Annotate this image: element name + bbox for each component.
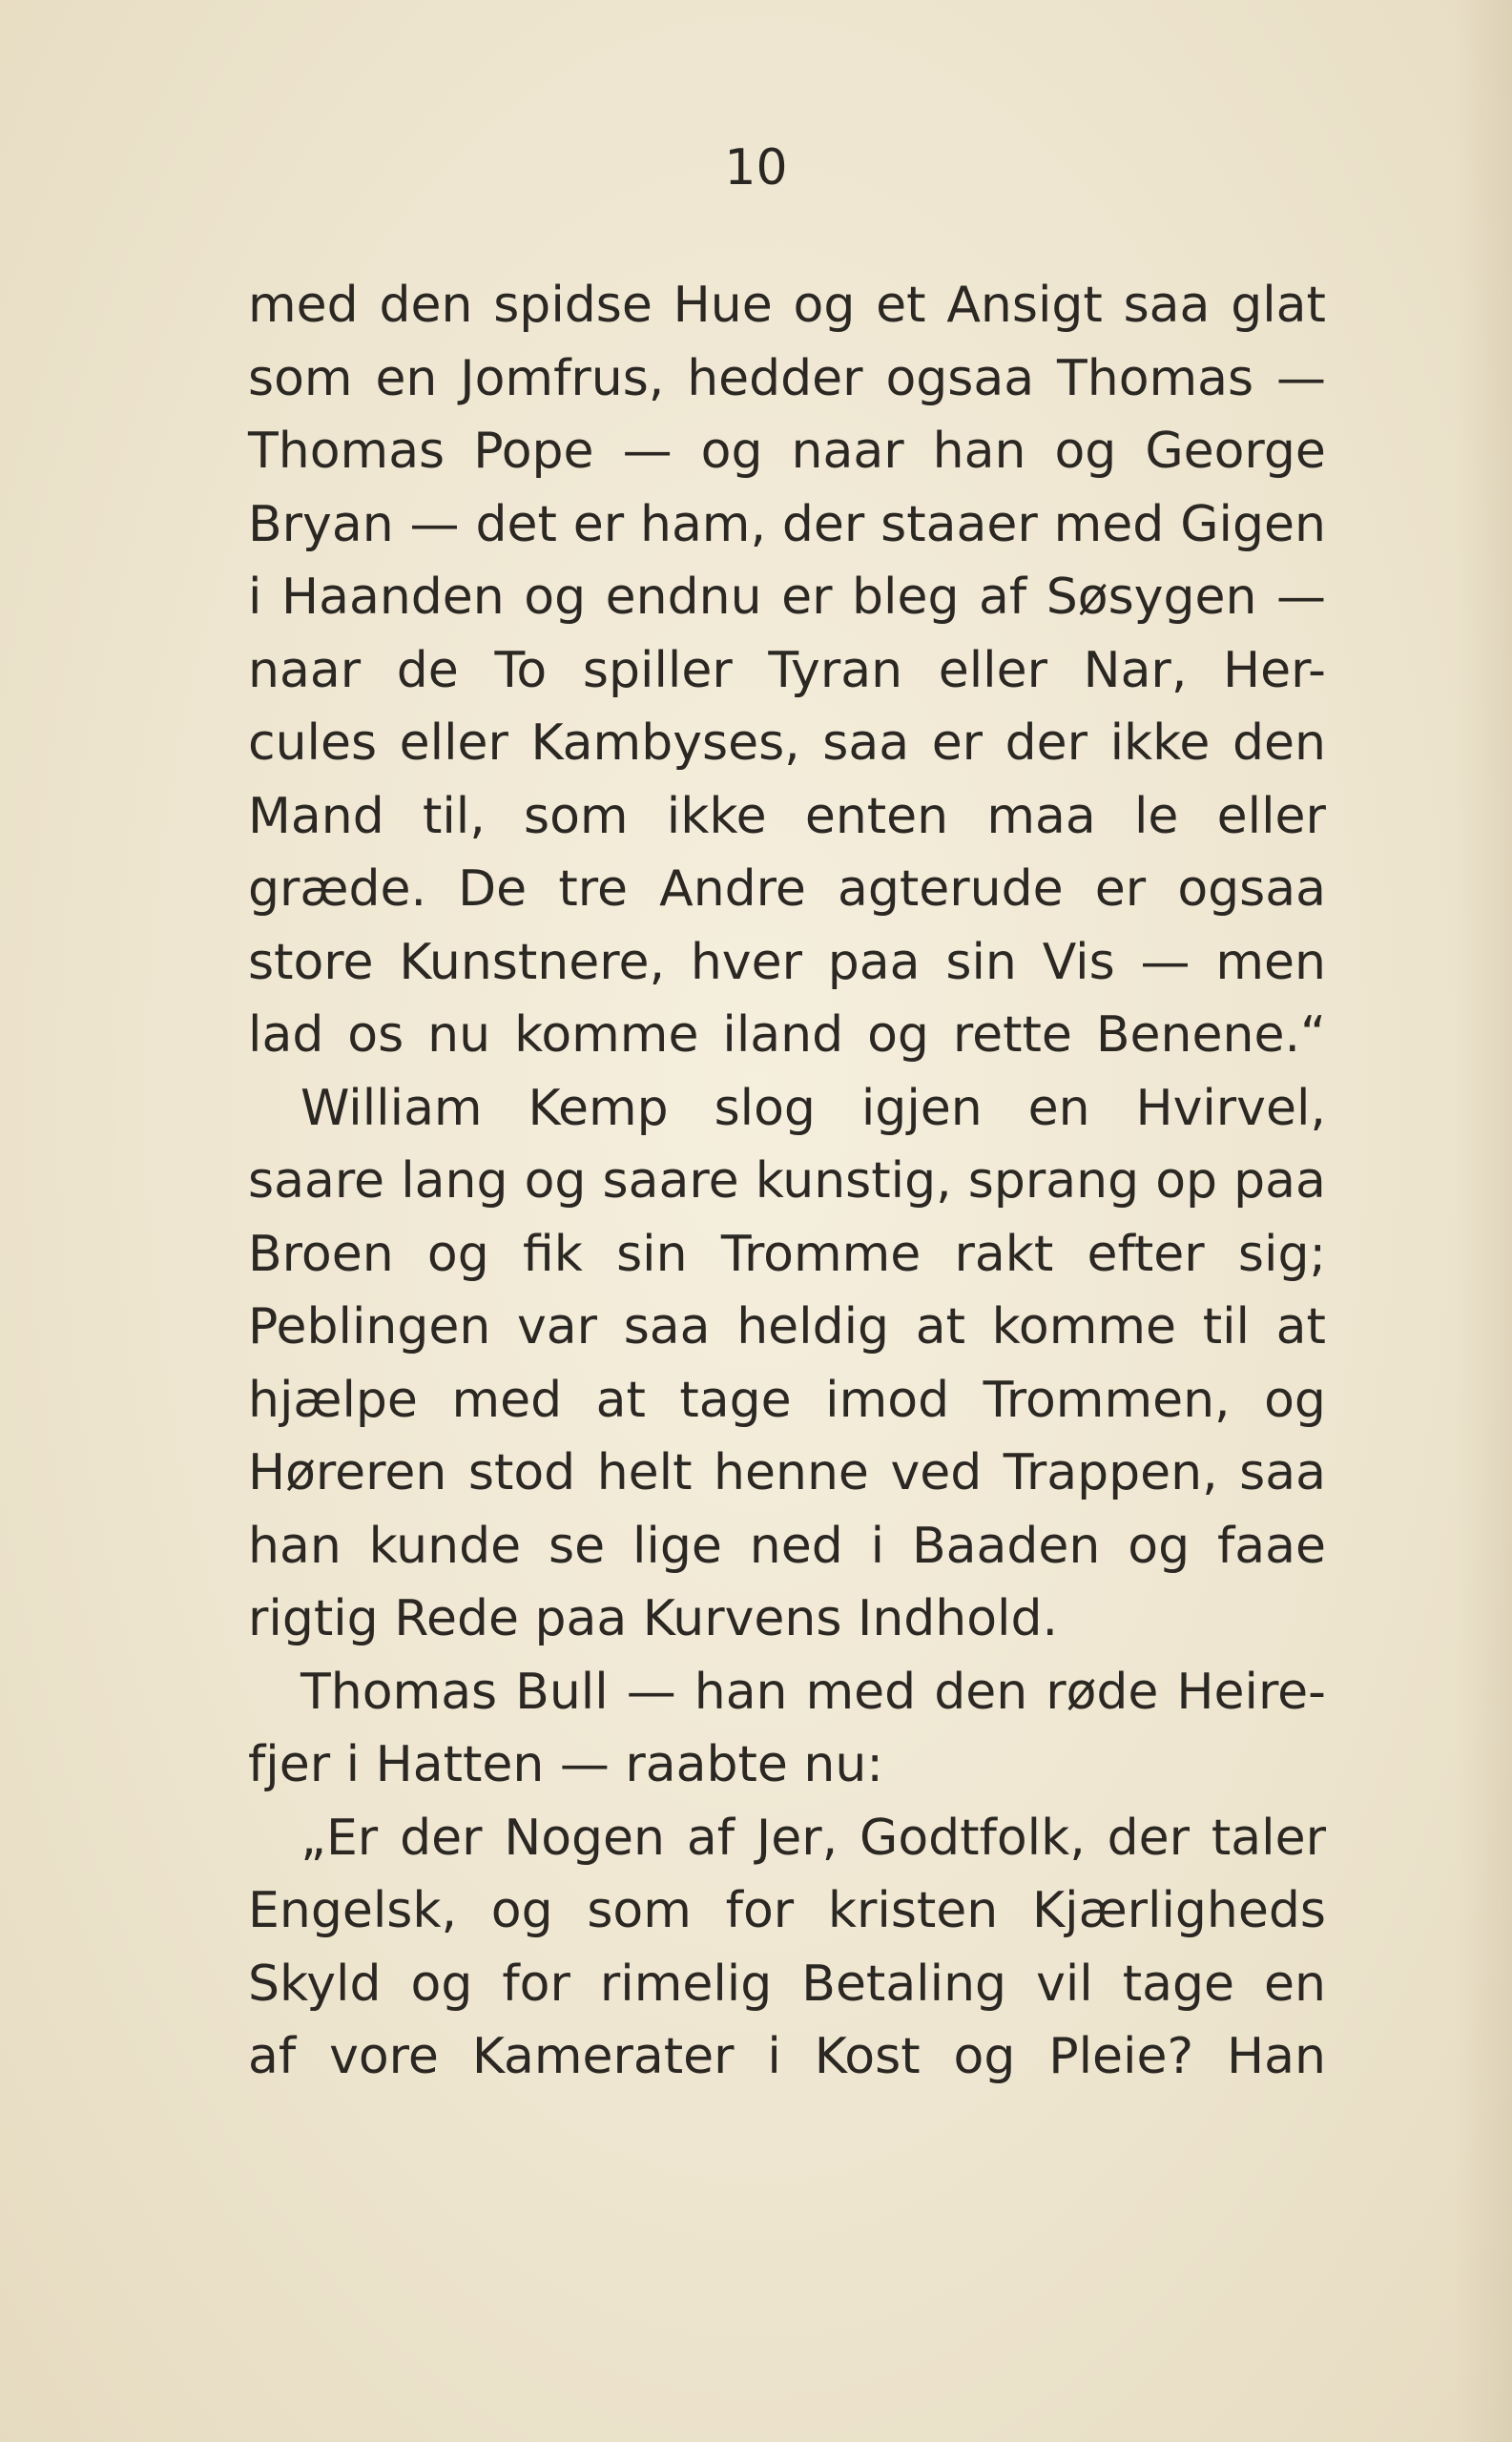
word: en [1027, 1079, 1090, 1137]
word: — [409, 495, 460, 553]
word: Hvirvel, [1135, 1079, 1326, 1137]
word: det [475, 495, 557, 553]
word: slog [714, 1079, 816, 1137]
text-line [248, 488, 1326, 562]
word: lad [248, 1006, 324, 1064]
text-line [248, 1291, 1326, 1364]
word: med [805, 1663, 917, 1721]
text-line-content: fjer i Hatten — raabte nu: [248, 1736, 883, 1793]
word: Kemp [528, 1079, 669, 1137]
word: Thomas [248, 423, 445, 480]
word: i [870, 1517, 885, 1575]
word: kristen [827, 1882, 999, 1939]
word: naar [248, 641, 362, 699]
page-edge-shadow [1455, 0, 1512, 2442]
word: saa [623, 1298, 711, 1356]
word: saa [1123, 277, 1211, 334]
word: og [867, 1006, 929, 1064]
word: Vis [1042, 933, 1115, 991]
word: de [396, 641, 459, 699]
word: se [549, 1517, 606, 1575]
word: ogsaa [885, 349, 1035, 407]
word: George [1145, 423, 1326, 480]
word: Kambyses, [530, 714, 800, 772]
text-line [248, 1583, 1326, 1656]
word: er [781, 569, 833, 626]
word: Baaden [911, 1517, 1101, 1575]
word: ham, [639, 495, 766, 553]
word: der [400, 1809, 483, 1867]
word: fik [522, 1225, 583, 1283]
text-line [248, 1874, 1326, 1948]
word: naar [791, 423, 904, 480]
word: at [595, 1371, 646, 1429]
word: eller [399, 714, 508, 772]
word: af [686, 1809, 735, 1867]
word: staaer [880, 495, 1038, 553]
word: os [347, 1006, 404, 1064]
word: — [1276, 349, 1326, 407]
word: bleg [852, 569, 960, 626]
word: ikke [1109, 714, 1211, 772]
word: vore [329, 2028, 439, 2085]
word: Nogen [504, 1809, 665, 1867]
word: er [931, 714, 984, 772]
word: cules [248, 714, 378, 772]
word: den [934, 1663, 1028, 1721]
text-line [248, 1072, 1326, 1146]
text-line [248, 415, 1326, 488]
word: Thomas [1056, 349, 1254, 407]
word: der [1005, 714, 1088, 772]
text-line-content: rigtig Rede paa Kurvens Indhold. [248, 1590, 1059, 1647]
word: som [248, 349, 353, 407]
word: i [248, 569, 262, 626]
word: ogsaa [1177, 860, 1326, 918]
word: den [379, 277, 473, 334]
word: faae [1216, 1517, 1326, 1575]
word: heldig [736, 1298, 890, 1356]
word: Søsygen [1046, 569, 1257, 626]
word: rimelig [599, 1955, 773, 2013]
word: Mand [248, 787, 384, 845]
word: sig; [1237, 1225, 1326, 1283]
word: og [1264, 1371, 1326, 1429]
word: og [524, 569, 587, 626]
word: han [248, 1517, 342, 1575]
word: henne [714, 1444, 869, 1501]
text-line [248, 1656, 1326, 1729]
word: saa [1239, 1444, 1326, 1501]
word: af [979, 569, 1027, 626]
text-line [248, 269, 1326, 342]
word: og [1054, 423, 1117, 480]
word: Betaling [801, 1955, 1007, 2013]
word: De [458, 860, 528, 918]
word: — [1140, 933, 1191, 991]
word: hver [690, 933, 802, 991]
word: og [490, 1882, 553, 1939]
word: og [524, 1152, 587, 1210]
word: rakt [954, 1225, 1054, 1283]
word: med [1053, 495, 1165, 553]
word: til, [422, 787, 486, 845]
word: græde. [248, 860, 426, 918]
word: kunde [368, 1517, 522, 1575]
word: en [1264, 1955, 1326, 2013]
word: helt [596, 1444, 693, 1501]
word: saare [602, 1152, 739, 1210]
word: med [248, 277, 359, 334]
word: han [932, 423, 1026, 480]
word: Kamerater [471, 2028, 735, 2085]
text-line [248, 1510, 1326, 1583]
word: saare [248, 1152, 385, 1210]
word: og [410, 1955, 473, 2013]
word: Peblingen [248, 1298, 491, 1356]
word: der [781, 495, 865, 553]
word: Høreren [248, 1444, 447, 1501]
word: „Er [300, 1809, 379, 1867]
word: eller [938, 641, 1047, 699]
text-line [248, 342, 1326, 416]
word: kunstig, [755, 1152, 952, 1210]
word: er [572, 495, 625, 553]
word: paa [1233, 1152, 1326, 1210]
word: Haanden [281, 569, 505, 626]
word: ikke [666, 787, 767, 845]
word: var [516, 1298, 598, 1356]
word: hjælpe [248, 1371, 418, 1429]
word: han [694, 1663, 788, 1721]
word: — [622, 423, 673, 480]
word: spidse [493, 277, 652, 334]
word: som [523, 787, 629, 845]
word: op [1155, 1152, 1218, 1210]
word: spiller [582, 641, 733, 699]
word: Kunstnere, [399, 933, 665, 991]
text-line [248, 999, 1326, 1072]
word: Her- [1223, 641, 1326, 699]
word: Jer, [756, 1809, 839, 1867]
word: Nar, [1083, 641, 1188, 699]
word: med [451, 1371, 563, 1429]
page-number: 10 [724, 139, 788, 197]
text-line [248, 1948, 1326, 2021]
word: glat [1231, 277, 1326, 334]
word: Pleie? [1048, 2028, 1194, 2085]
word: lige [632, 1517, 722, 1575]
word: le [1133, 787, 1179, 845]
word: enten [804, 787, 949, 845]
word: og [1128, 1517, 1191, 1575]
word: Tyran [768, 641, 903, 699]
word: saa [822, 714, 910, 772]
word: sin [616, 1225, 688, 1283]
word: endnu [605, 569, 762, 626]
word: lang [401, 1152, 508, 1210]
word: rette [952, 1006, 1072, 1064]
word: Bull [515, 1663, 609, 1721]
word: Engelsk, [248, 1882, 457, 1939]
word: Pope [473, 423, 594, 480]
word: Broen [248, 1225, 394, 1283]
word: eller [1216, 787, 1326, 845]
word: for [725, 1882, 795, 1939]
text-line [248, 1437, 1326, 1510]
word: Jomfrus, [460, 349, 665, 407]
word: agterude [838, 860, 1064, 918]
word: tage [679, 1371, 792, 1429]
word: for [502, 1955, 570, 2013]
word: Bryan [248, 495, 394, 553]
word: at [1275, 1298, 1326, 1356]
word: røde [1046, 1663, 1159, 1721]
word: Kjærligheds [1032, 1882, 1326, 1939]
text-line [248, 707, 1326, 780]
text-line [248, 561, 1326, 634]
body-text [248, 269, 1326, 2094]
word: tre [558, 860, 628, 918]
word: ned [749, 1517, 843, 1575]
word: — [1275, 569, 1326, 626]
word: To [494, 641, 548, 699]
text-line [248, 1364, 1326, 1438]
word: Heire- [1176, 1663, 1326, 1721]
word: igjen [860, 1079, 983, 1137]
text-line [248, 853, 1326, 926]
word: William [300, 1079, 483, 1137]
word: efter [1087, 1225, 1205, 1283]
text-line [248, 1218, 1326, 1292]
word: Han [1226, 2028, 1326, 2085]
word: af [248, 2028, 297, 2085]
word: Skyld [248, 1955, 382, 2013]
word: til [1202, 1298, 1250, 1356]
word: hedder [687, 349, 863, 407]
word: Trappen, [1003, 1444, 1218, 1501]
word: stod [467, 1444, 576, 1501]
word: Thomas [300, 1663, 498, 1721]
word: og [700, 423, 763, 480]
text-line [248, 780, 1326, 854]
text-line [248, 1145, 1326, 1218]
text-line [248, 634, 1326, 708]
word: sin [945, 933, 1017, 991]
word: imod [825, 1371, 950, 1429]
word: der [1107, 1809, 1191, 1867]
word: Tromme [720, 1225, 922, 1283]
text-line [248, 2020, 1326, 2094]
word: taler [1211, 1809, 1326, 1867]
word: at [915, 1298, 965, 1356]
word: Hue [673, 277, 773, 334]
word: et [876, 277, 926, 334]
word: Gigen [1180, 495, 1326, 553]
word: komme [514, 1006, 699, 1064]
word: Benene.“ [1095, 1006, 1326, 1064]
word: er [1094, 860, 1147, 918]
word: Godtfolk, [860, 1809, 1086, 1867]
word: vil [1036, 1955, 1093, 2013]
text-line [248, 1728, 1326, 1802]
word: men [1215, 933, 1326, 991]
word: komme [991, 1298, 1177, 1356]
word: en [375, 349, 438, 407]
word: som [587, 1882, 692, 1939]
word: sprang [967, 1152, 1140, 1210]
word: store [248, 933, 374, 991]
word: iland [722, 1006, 844, 1064]
word: og [793, 277, 856, 334]
word: paa [827, 933, 921, 991]
word: og [426, 1225, 489, 1283]
word: Andre [659, 860, 806, 918]
word: maa [986, 787, 1096, 845]
word: — [626, 1663, 676, 1721]
text-line [248, 1802, 1326, 1875]
word: nu [427, 1006, 491, 1064]
word: i [767, 2028, 781, 2085]
word: Trommen, [983, 1371, 1231, 1429]
text-line [248, 926, 1326, 1000]
word: og [953, 2028, 1016, 2085]
word: tage [1122, 1955, 1235, 2013]
word: den [1232, 714, 1326, 772]
word: Kost [814, 2028, 921, 2085]
word: ved [890, 1444, 983, 1501]
word: Ansigt [946, 277, 1103, 334]
